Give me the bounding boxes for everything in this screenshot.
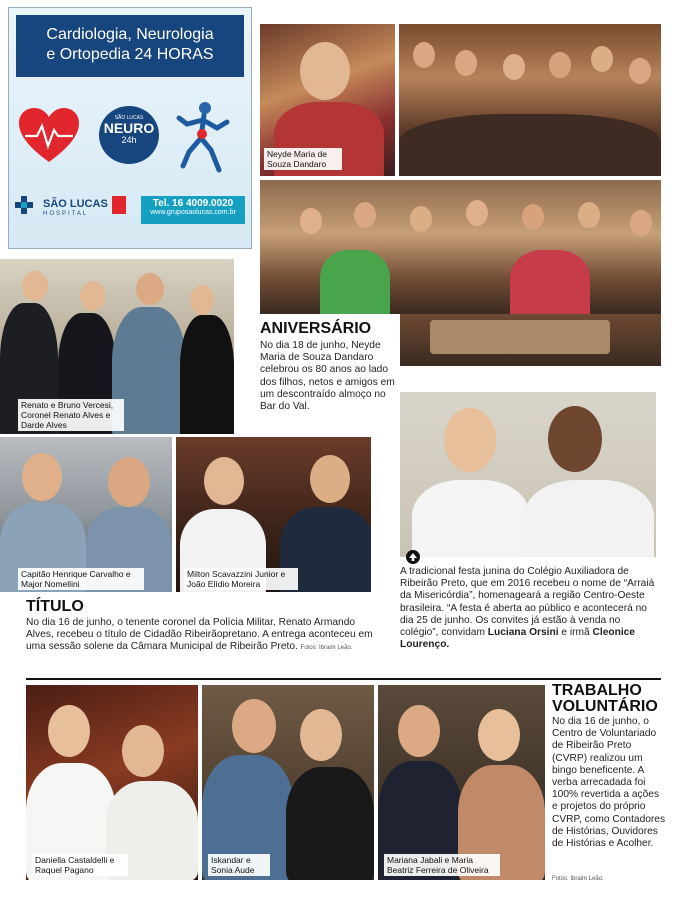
neuro-24h-badge [99, 106, 159, 164]
caption-daniella: Daniella Castaldelli e Raquel Pagano [32, 854, 128, 876]
hospital-advertisement [8, 7, 252, 249]
titulo-body-text: No dia 16 de junho, o tenente coronel da Polícia Militar, Renato Armando Alves, recebeu o título de Cidadão Ribeirãopretano. A entrega aconteceu em uma sessão solene da Câmara Municipal de Ribeirão Preto. [26, 617, 373, 653]
photo-mariana-maria [378, 685, 545, 880]
neuro-small-label: SÃO LUCAS [114, 115, 144, 121]
ad-banner-line1: Cardiologia, Neurologia [46, 26, 214, 43]
photo-renato-alves [0, 259, 234, 434]
photo-capitao-major [0, 437, 172, 592]
festa-intro: A tradicional festa junina do Colégio Auxiliadora de Ribeirão Preto, que em 2016 recebeu o nome de “Arraiá da Misericórdia”, homenageará a região Centro-Oeste brasileira. “A festa é aberta ao público e acontecerá no dia 25 de junho. Os convites já estão à venda no colégio”, convidam [400, 566, 655, 639]
ad-banner [16, 15, 244, 77]
voluntario-title-line2: VOLUNTÁRIO [552, 698, 658, 715]
caption-milton: Milton Scavazzini Junior e João Elídio Moreira [184, 568, 298, 590]
titulo-credit: Fotos: Ibraim Leão. [300, 645, 353, 652]
photo-family-lunch-table [400, 314, 661, 366]
ad-phone: Tel. 16 4009.0020 [152, 198, 234, 209]
titulo-title: TÍTULO [26, 598, 84, 615]
aniversario-body: No dia 18 de junho, Neyde Maria de Souza Dandaro celebrou os 80 anos ao lado dos filhos, netos e amigos em um descontraído almoço no Bar do Val. [260, 340, 395, 413]
caption-mariana: Mariana Jabali e Maria Beatriz Ferreira de Oliveira [384, 854, 500, 876]
festa-name2: Cleonice Lourenço. [400, 627, 635, 651]
titulo-body [26, 617, 376, 655]
voluntario-title [552, 683, 658, 715]
caption-iskandar: Iskandar e Sonia Aude [208, 854, 270, 876]
voluntario-body: No dia 16 de junho, o Centro de Voluntariado de Ribeirão Preto (CVRP) realizou um bingo beneficente. A verba arrecadada foi 100% revertida a ações e projetos do próprio CVRP, como Contadores de Histórias, Ouvidores de Histórias e Acolher. [552, 716, 666, 850]
brand-name: SÃO LUCAS [43, 198, 108, 210]
festa-body [400, 566, 656, 651]
section-divider [26, 678, 661, 680]
ad-banner-line2: e Ortopedia 24 HORAS [46, 46, 214, 63]
photo-party-group [399, 24, 661, 176]
voluntario-title-line1: TRABALHO [552, 682, 642, 699]
festa-name1: Luciana Orsini [487, 627, 559, 639]
caption-neyde: Neyde Maria de Souza Dandaro [264, 148, 342, 170]
brand-sub: HOSPITAL [43, 211, 89, 217]
arrow-up-icon [406, 550, 420, 564]
caption-capitao: Capitão Henrique Carvalho e Major Nomellini [18, 568, 144, 590]
voluntario-credit: Fotos: Ibraim Leão. [552, 876, 604, 882]
photo-iskandar-sonia [202, 685, 374, 880]
heart-icon [17, 106, 81, 164]
sao-lucas-logo-icon [15, 196, 41, 218]
neuro-title: NEURO [103, 120, 155, 136]
brand-flag-icon [112, 196, 126, 214]
photo-neyde [260, 24, 395, 176]
festa-connector: e irmã [558, 627, 593, 639]
neuro-sub: 24h [121, 135, 137, 145]
phone-box [141, 196, 245, 224]
aniversario-title: ANIVERSÁRIO [260, 320, 372, 337]
ad-url: www.gruposaolucas.com.br [150, 209, 236, 216]
caption-renato: Renato e Bruno Vercesi, Coronel Renato Alves e Darde Alves [18, 399, 124, 431]
photo-milton-joao [176, 437, 371, 592]
photo-daniella-raquel [26, 685, 198, 880]
photo-family-lunch [260, 180, 661, 314]
photo-luciana-cleonice [400, 392, 656, 557]
runner-skeleton-icon [175, 100, 235, 178]
